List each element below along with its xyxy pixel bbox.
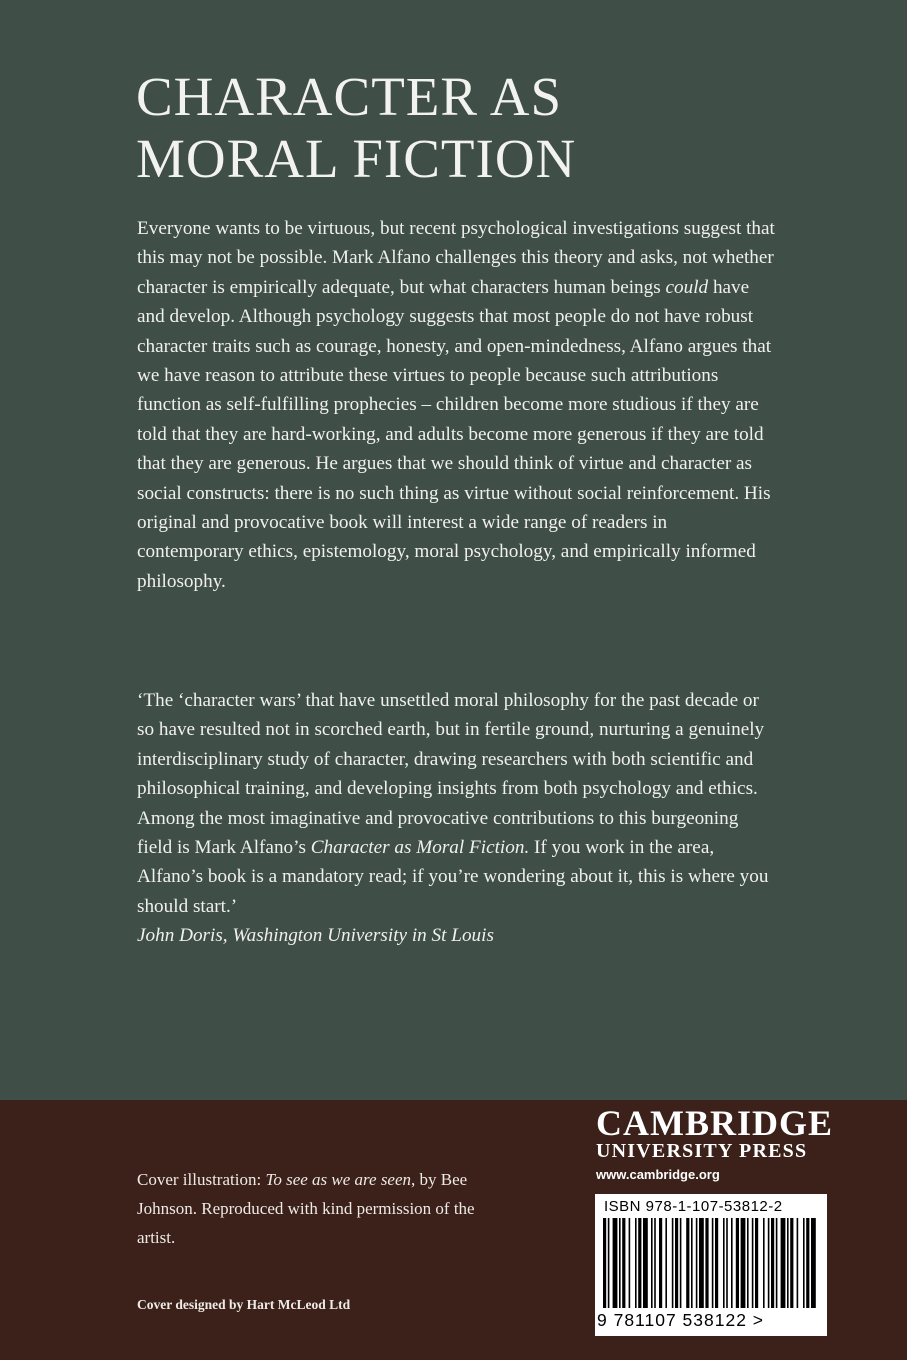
- description-emphasis: could: [665, 276, 709, 298]
- barcode-bar: [806, 1218, 809, 1308]
- barcode-bar: [619, 1218, 621, 1308]
- barcode-bar: [643, 1218, 648, 1308]
- barcode-bar: [699, 1218, 704, 1308]
- barcode-bar: [659, 1218, 662, 1308]
- barcode-bar: [635, 1218, 637, 1308]
- barcode-bar: [752, 1218, 754, 1308]
- barcode-bar: [787, 1218, 789, 1308]
- barcode-digits: 9 781107 538122 >: [597, 1310, 765, 1330]
- barcode-bar: [686, 1218, 689, 1308]
- barcode-bar: [608, 1218, 610, 1308]
- barcode-bar: [665, 1218, 667, 1308]
- barcode-bar: [603, 1218, 606, 1308]
- barcode-bar: [691, 1218, 693, 1308]
- publisher-subname: UNIVERSITY PRESS: [596, 1140, 808, 1162]
- description-text-1: Everyone wants to be virtuous, but recent psychological investigations suggest that this may not be possible. Mark Alfano challenges this theory and asks, not whether character is empirically adequate, but what characters human beings: [137, 218, 775, 298]
- isbn-label: ISBN 978-1-107-53812-2: [604, 1198, 783, 1215]
- quote-attribution: John Doris, Washington University in St Louis: [137, 925, 494, 947]
- barcode-bar: [776, 1218, 778, 1308]
- barcode-bar: [696, 1218, 698, 1308]
- barcode-bar: [723, 1218, 725, 1308]
- barcode-bar: [654, 1218, 656, 1308]
- barcode-bar: [781, 1218, 786, 1308]
- endorsement-quote: [137, 686, 777, 951]
- publisher-url: www.cambridge.org: [596, 1167, 720, 1182]
- book-title: [136, 66, 576, 190]
- barcode-bar: [747, 1218, 749, 1308]
- barcode-bar: [741, 1218, 746, 1308]
- quote-book-title: Character as Moral Fiction.: [310, 837, 530, 859]
- credit-prefix: Cover illustration:: [137, 1170, 266, 1189]
- barcode-bar: [771, 1218, 774, 1308]
- barcode-bar: [755, 1218, 758, 1308]
- barcode-bar: [629, 1218, 631, 1308]
- barcode-bar: [811, 1218, 816, 1308]
- publisher-logo: [596, 1103, 834, 1183]
- barcode-bar: [726, 1218, 728, 1308]
- barcode-bar: [763, 1218, 765, 1308]
- artwork-title: To see as we are seen: [265, 1170, 412, 1189]
- barcode-bar: [731, 1218, 733, 1308]
- barcode-bar: [638, 1218, 641, 1308]
- barcode-icon: [603, 1218, 819, 1312]
- barcode-bar: [803, 1218, 805, 1308]
- barcode-bar: [768, 1218, 770, 1308]
- quote-text-2: If you work in the area, Alfano’s book is a mandatory read; if you’re wondering about it, this is where you should start.’: [137, 837, 769, 917]
- barcode-bar: [622, 1218, 625, 1308]
- book-title-line-2: MORAL FICTION: [136, 128, 577, 189]
- book-title-line-1: CHARACTER AS: [136, 66, 563, 127]
- cover-designer-credit: Cover designed by Hart McLeod Ltd: [137, 1297, 351, 1312]
- isbn-barcode-panel: [595, 1194, 827, 1336]
- barcode-bar: [675, 1218, 678, 1308]
- barcode-bar: [736, 1218, 739, 1308]
- barcode-bar: [790, 1218, 793, 1308]
- publisher-name: CAMBRIDGE: [596, 1103, 834, 1143]
- barcode-bar: [712, 1218, 714, 1308]
- book-description: [137, 214, 777, 596]
- barcode-bar: [715, 1218, 718, 1308]
- barcode-bar: [613, 1218, 618, 1308]
- credit-suffix: , by Bee Johnson. Reproduced with kind permission of the artist.: [137, 1170, 475, 1247]
- barcode-bar: [705, 1218, 708, 1308]
- barcode-bar: [672, 1218, 674, 1308]
- barcode-bar: [651, 1218, 653, 1308]
- description-text-2: have and develop. Although psychology suggests that most people do not have robust character traits such as courage, honesty, and open-mindedness, Alfano argues that we have reason to attribute these virtues to people because such attributions function as self-fulfilling prophecies – children become more studious if they are told that they are hard-working, and adults become more generous if they are told that they are generous. He argues that we should think of virtue and character as social constructs: there is no such thing as virtue without social reinforcement. His original and provocative book will interest a wide range of readers in contemporary ethics, epistemology, moral psychology, and empirically informed philosophy.: [137, 276, 772, 592]
- cover-illustration-credit: [137, 1165, 477, 1252]
- barcode-bar: [680, 1218, 682, 1308]
- quote-text-1: ‘The ‘character wars’ that have unsettled moral philosophy for the past decade or so have resulted not in scorched earth, but in fertile ground, nurturing a genuinely interdisciplinary study of character, drawing researchers with both scientific and philosophical training, and developing insights from both psychology and ethics. Among the most imaginative and provocative contributions to this burgeoning field is Mark Alfano’s: [137, 690, 765, 859]
- barcode-bar: [797, 1218, 799, 1308]
